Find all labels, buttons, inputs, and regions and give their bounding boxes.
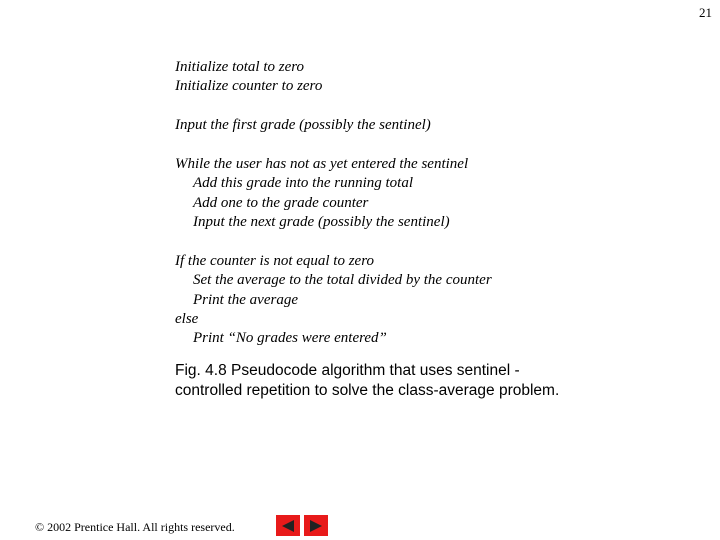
previous-slide-button[interactable] [276,515,300,536]
pseudocode-line: Add one to the grade counter [193,194,369,211]
pseudocode-line: Initialize counter to zero [175,78,323,95]
pseudocode-line: Add this grade into the running total [193,175,413,192]
next-slide-button[interactable] [304,515,328,536]
pseudocode-line: If the counter is not equal to zero [175,252,374,269]
pseudocode-line: While the user has not as yet entered the sentinel [175,155,469,172]
pseudocode-line: Input the next grade (possibly the sentinel) [193,214,450,231]
triangle-right-icon [308,519,324,533]
figure-caption: Fig. 4.8 Pseudocode algorithm that uses sentinel -controlled repetition to solve the class-average problem. [175,362,560,399]
blank-line [175,97,675,116]
pseudocode-block [175,58,675,349]
blank-line [175,233,675,252]
pseudocode-line: Print “No grades were entered” [193,330,387,347]
copyright-footer: © 2002 Prentice Hall. All rights reserved. [35,520,235,534]
pseudocode-line: Input the first grade (possibly the sentinel) [175,117,431,134]
pseudocode-line: Print the average [193,291,298,308]
page-number: 21 [699,5,712,20]
pseudocode-line: else [175,311,199,328]
pseudocode-line: Initialize total to zero [175,59,305,75]
triangle-left-icon [280,519,296,533]
blank-line [175,136,675,155]
pseudocode-line: Set the average to the total divided by the counter [193,272,492,289]
slide-navigation [276,515,328,536]
